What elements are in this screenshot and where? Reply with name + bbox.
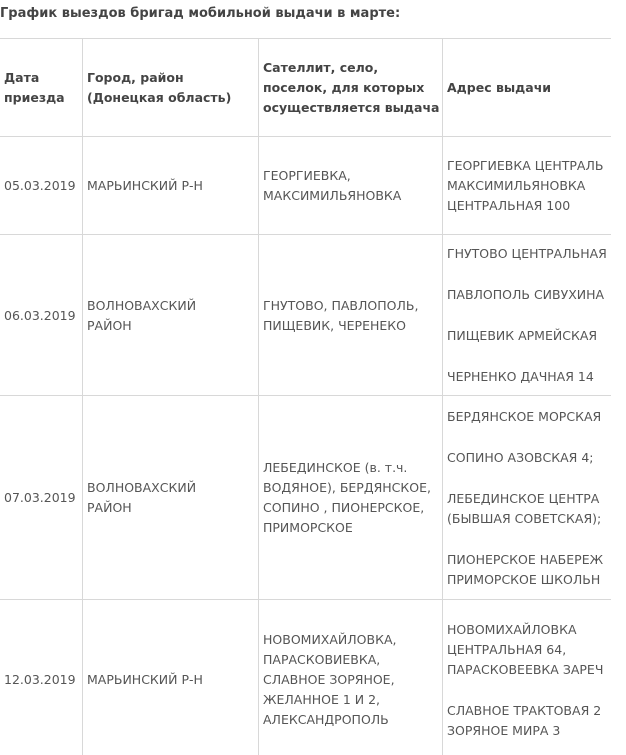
page-title: График выездов бригад мобильной выдачи в марте:: [0, 6, 401, 21]
address-line: ЛЕБЕДИНСКОЕ ЦЕНТРА: [447, 490, 600, 506]
row-places: НОВОМИХАЙЛОВКА, ПАРАСКОВИЕВКА, СЛАВНОЕ ЗОРЯНОЕ, ЖЕЛАННОЕ 1 И 2, АЛЕКСАНДРОПОЛЬ: [263, 632, 397, 727]
header-city: Город, район (Донецкая область): [87, 70, 232, 105]
address-line: ГНУТОВО ЦЕНТРАЛЬНАЯ: [447, 246, 607, 261]
schedule-table: [0, 38, 611, 755]
row-city: МАРЬИНСКИЙ Р-Н: [87, 672, 203, 687]
address-line: ПАРАСКОВЕЕВКА ЗАРЕЧ: [447, 661, 604, 677]
row-city: МАРЬИНСКИЙ Р-Н: [87, 178, 203, 193]
address-line: ПРИМОРСКОЕ ШКОЛЬН: [447, 571, 601, 587]
row-places: ГЕОРГИЕВКА, МАКСИМИЛЬЯНОВКА: [263, 168, 402, 203]
row-date: 12.03.2019: [4, 672, 76, 687]
row-addresses: [447, 235, 611, 396]
row-date: 05.03.2019: [4, 178, 76, 193]
address-line: ПИЩЕВИК АРМЕЙСКАЯ: [447, 328, 598, 343]
row-city: ВОЛНОВАХСКИЙ РАЙОН: [87, 297, 197, 333]
address-line: ЦЕНТРАЛЬНАЯ 100: [447, 198, 571, 213]
table-row: [0, 136, 611, 235]
row-date: 06.03.2019: [4, 307, 76, 323]
row-addresses: [447, 137, 611, 235]
address-line: (БЫВШАЯ СОВЕТСКАЯ);: [447, 510, 602, 526]
address-line: МАКСИМИЛЬЯНОВКА: [447, 178, 586, 193]
table-row: [0, 599, 611, 755]
address-line: СОПИНО АЗОВСКАЯ 4;: [447, 449, 594, 465]
header-date: Дата приезда: [4, 70, 65, 105]
table-header-row: [0, 38, 611, 137]
address-line: ПИОНЕРСКОЕ НАБЕРЕЖ: [447, 551, 604, 567]
address-line: ГЕОРГИЕВКА ЦЕНТРАЛЬ: [447, 158, 604, 173]
row-date: 07.03.2019: [4, 490, 76, 505]
row-places: ГНУТОВО, ПАВЛОПОЛЬ, ПИЩЕВИК, ЧЕРЕНЕКО: [263, 297, 419, 333]
address-line: ЧЕРНЕНКО ДАЧНАЯ 14: [447, 369, 594, 384]
address-line: ЗОРЯНОЕ МИРА 3: [447, 722, 561, 738]
row-addresses: [447, 600, 611, 755]
header-places: Сателлит, село, поселок, для которых осуществляется выдача: [263, 60, 440, 115]
address-line: СЛАВНОЕ ТРАКТОВАЯ 2: [447, 702, 602, 718]
address-line: ЦЕНТРАЛЬНАЯ 64,: [447, 641, 567, 657]
row-addresses: [447, 396, 611, 600]
table-row: [0, 234, 611, 396]
address-line: ПАВЛОПОЛЬ СИВУХИНА: [447, 287, 605, 302]
row-places: ЛЕБЕДИНСКОЕ (в. т.ч. ВОДЯНОЕ), БЕРДЯНСКОЕ, СОПИНО , ПИОНЕРСКОЕ, ПРИМОРСКОЕ: [263, 460, 431, 535]
row-city: ВОЛНОВАХСКИЙ РАЙОН: [87, 480, 197, 515]
address-line: НОВОМИХАЙЛОВКА: [447, 621, 577, 637]
header-address: Адрес выдачи: [447, 80, 552, 95]
address-line: БЕРДЯНСКОЕ МОРСКАЯ: [447, 408, 602, 424]
table-row: [0, 395, 611, 600]
